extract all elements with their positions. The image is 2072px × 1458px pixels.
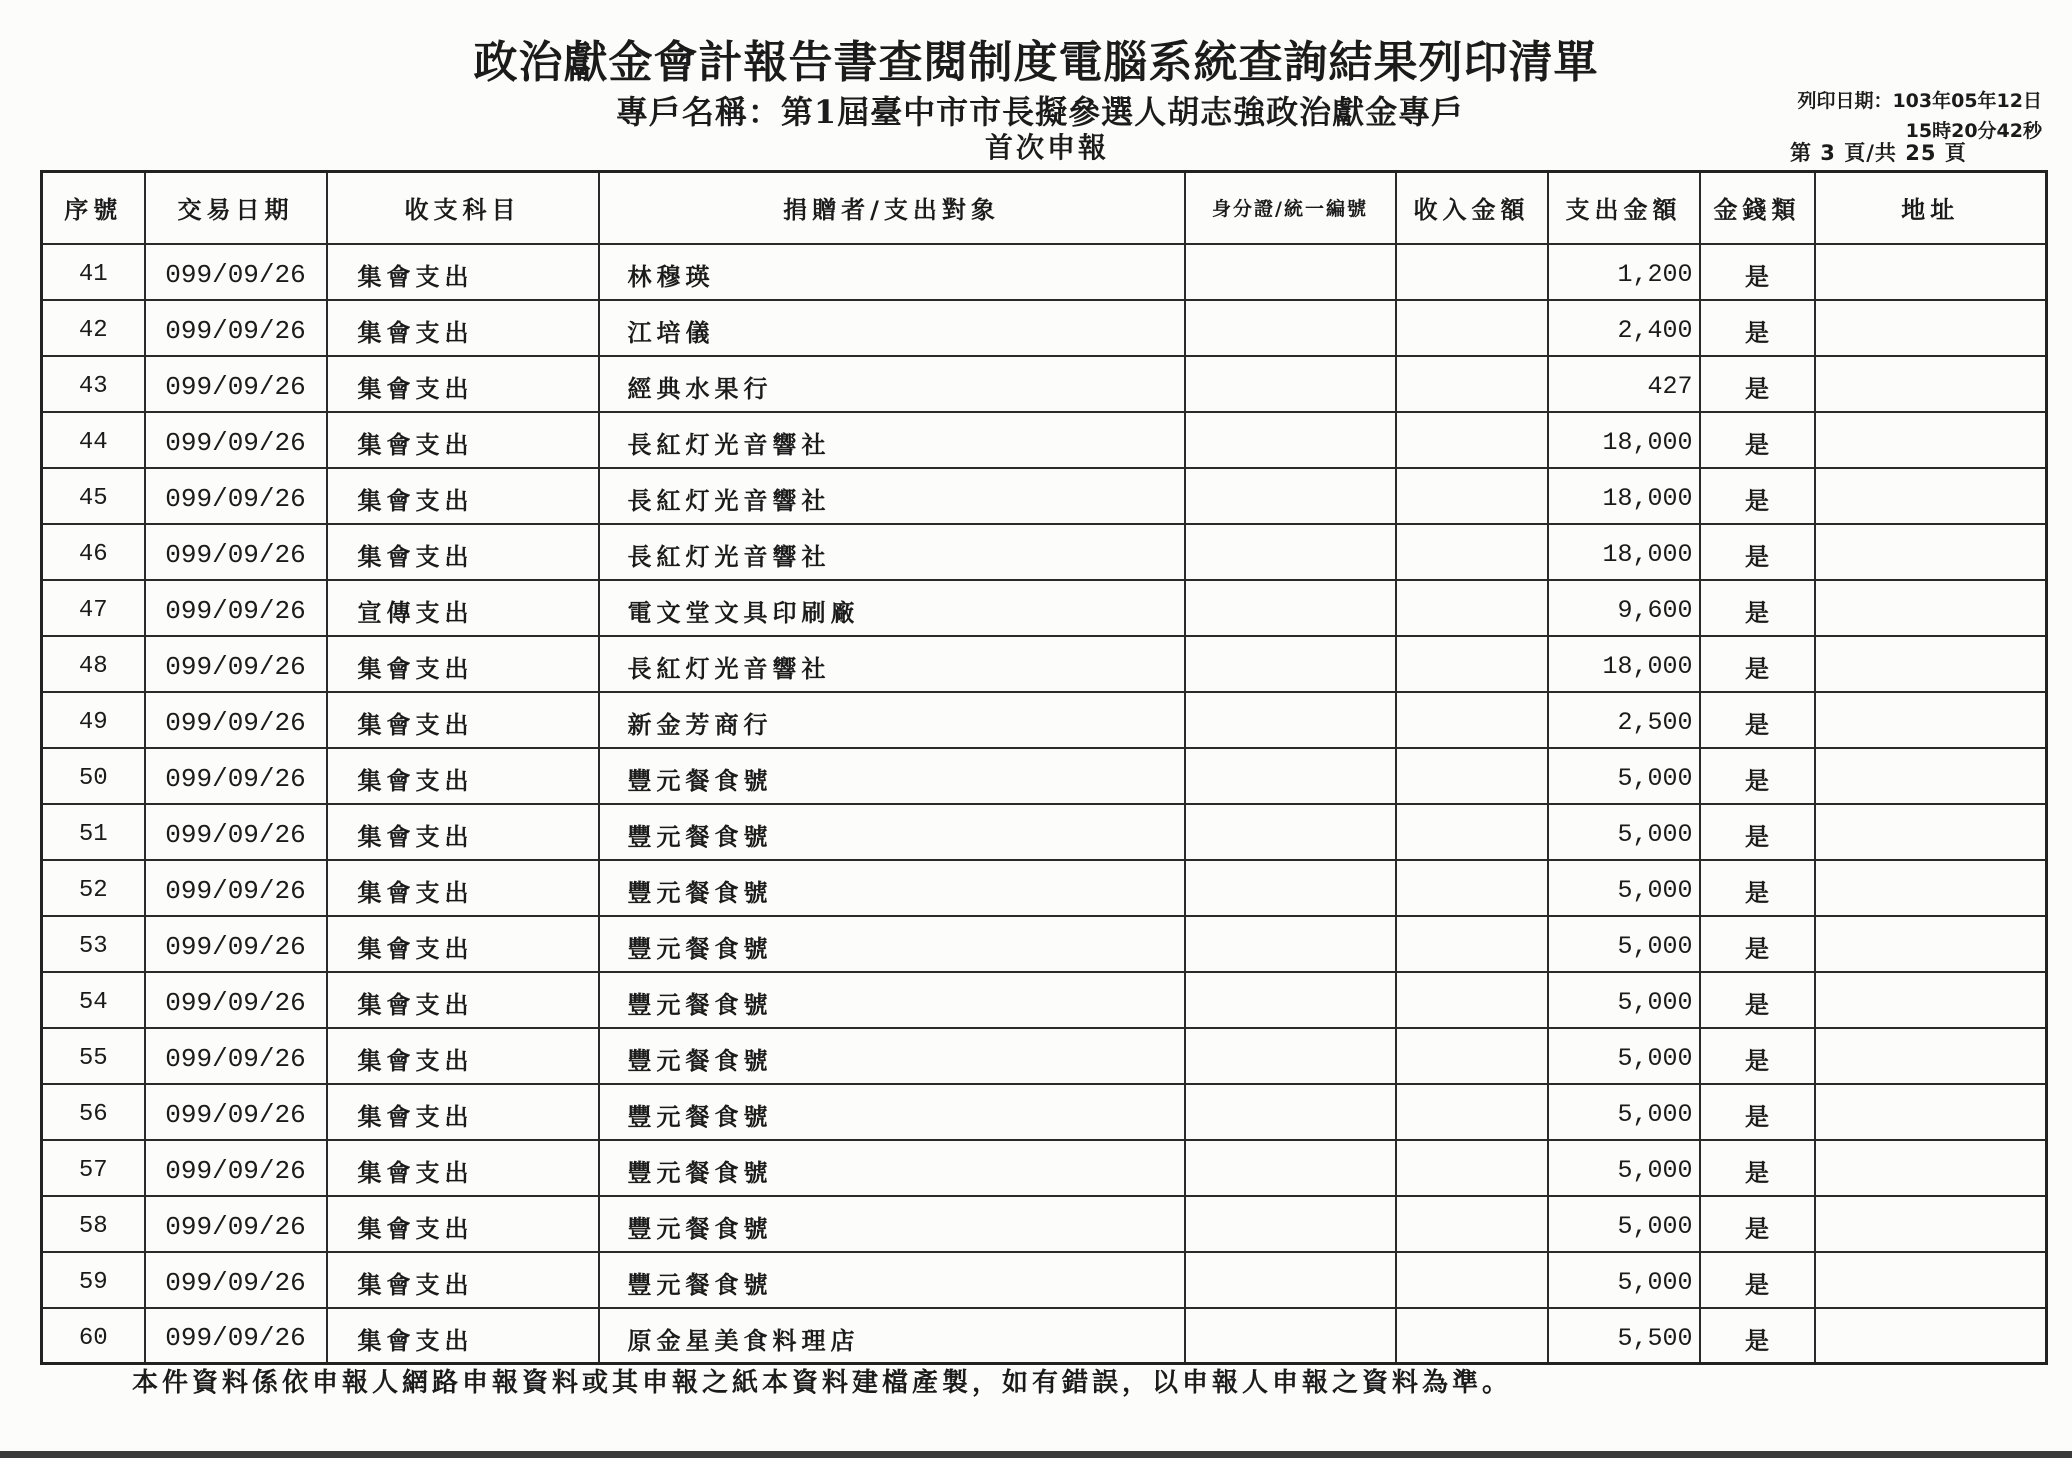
cell-expense: 5,000 bbox=[1548, 1196, 1700, 1252]
cell-party: 電文堂文具印刷廠 bbox=[599, 580, 1185, 636]
cell-cash: 是 bbox=[1700, 692, 1815, 748]
cell-date: 099/09/26 bbox=[145, 356, 327, 412]
cell-no: 55 bbox=[42, 1028, 145, 1084]
column-header-date: 交易日期 bbox=[145, 172, 327, 244]
print-date: 列印日期：103年05年12日 bbox=[1797, 90, 2042, 112]
cell-no: 43 bbox=[42, 356, 145, 412]
cell-address bbox=[1815, 972, 2047, 1028]
cell-cash: 是 bbox=[1700, 860, 1815, 916]
cell-expense: 5,500 bbox=[1548, 1308, 1700, 1364]
cell-expense: 18,000 bbox=[1548, 524, 1700, 580]
cell-address bbox=[1815, 916, 2047, 972]
cell-date: 099/09/26 bbox=[145, 1196, 327, 1252]
cell-cash: 是 bbox=[1700, 1084, 1815, 1140]
table-row bbox=[42, 916, 2047, 972]
cell-cash: 是 bbox=[1700, 356, 1815, 412]
cell-cash: 是 bbox=[1700, 468, 1815, 524]
cell-party: 長紅灯光音響社 bbox=[599, 412, 1185, 468]
cell-no: 47 bbox=[42, 580, 145, 636]
cell-id bbox=[1185, 244, 1396, 300]
cell-id bbox=[1185, 1028, 1396, 1084]
cell-address bbox=[1815, 1252, 2047, 1308]
cell-income bbox=[1396, 1308, 1548, 1364]
column-header-cash: 金錢類 bbox=[1700, 172, 1815, 244]
cell-id bbox=[1185, 356, 1396, 412]
cell-party: 長紅灯光音響社 bbox=[599, 636, 1185, 692]
cell-income bbox=[1396, 636, 1548, 692]
cell-expense: 5,000 bbox=[1548, 748, 1700, 804]
cell-cash: 是 bbox=[1700, 300, 1815, 356]
cell-address bbox=[1815, 244, 2047, 300]
cell-expense: 5,000 bbox=[1548, 804, 1700, 860]
table-row bbox=[42, 300, 2047, 356]
cell-income bbox=[1396, 972, 1548, 1028]
cell-category: 集會支出 bbox=[327, 804, 599, 860]
cell-date: 099/09/26 bbox=[145, 692, 327, 748]
cell-income bbox=[1396, 916, 1548, 972]
cell-income bbox=[1396, 1084, 1548, 1140]
cell-party: 豐元餐食號 bbox=[599, 916, 1185, 972]
column-header-expense: 支出金額 bbox=[1548, 172, 1700, 244]
cell-address bbox=[1815, 692, 2047, 748]
page-number: 第 3 頁/共 25 頁 bbox=[1790, 141, 1967, 165]
cell-party: 豐元餐食號 bbox=[599, 1196, 1185, 1252]
cell-category: 集會支出 bbox=[327, 1252, 599, 1308]
table-row bbox=[42, 692, 2047, 748]
cell-address bbox=[1815, 804, 2047, 860]
cell-no: 48 bbox=[42, 636, 145, 692]
cell-expense: 5,000 bbox=[1548, 1140, 1700, 1196]
cell-date: 099/09/26 bbox=[145, 300, 327, 356]
cell-category: 集會支出 bbox=[327, 972, 599, 1028]
cell-date: 099/09/26 bbox=[145, 916, 327, 972]
cell-date: 099/09/26 bbox=[145, 1028, 327, 1084]
cell-category: 集會支出 bbox=[327, 1196, 599, 1252]
cell-address bbox=[1815, 1196, 2047, 1252]
cell-address bbox=[1815, 1084, 2047, 1140]
cell-expense: 2,400 bbox=[1548, 300, 1700, 356]
cell-date: 099/09/26 bbox=[145, 1308, 327, 1364]
cell-cash: 是 bbox=[1700, 1140, 1815, 1196]
cell-category: 集會支出 bbox=[327, 1140, 599, 1196]
cell-category: 集會支出 bbox=[327, 860, 599, 916]
table-row bbox=[42, 244, 2047, 300]
cell-id bbox=[1185, 636, 1396, 692]
table-row bbox=[42, 1084, 2047, 1140]
cell-id bbox=[1185, 860, 1396, 916]
cell-category: 集會支出 bbox=[327, 524, 599, 580]
cell-income bbox=[1396, 804, 1548, 860]
cell-id bbox=[1185, 692, 1396, 748]
table-row bbox=[42, 1308, 2047, 1364]
transactions-table bbox=[40, 170, 2048, 1365]
table-row bbox=[42, 636, 2047, 692]
cell-expense: 5,000 bbox=[1548, 1084, 1700, 1140]
cell-party: 江培儀 bbox=[599, 300, 1185, 356]
cell-no: 49 bbox=[42, 692, 145, 748]
cell-address bbox=[1815, 636, 2047, 692]
cell-no: 52 bbox=[42, 860, 145, 916]
table-row bbox=[42, 356, 2047, 412]
cell-party: 原金星美食料理店 bbox=[599, 1308, 1185, 1364]
cell-expense: 5,000 bbox=[1548, 1252, 1700, 1308]
table-row bbox=[42, 1140, 2047, 1196]
cell-expense: 1,200 bbox=[1548, 244, 1700, 300]
cell-expense: 5,000 bbox=[1548, 1028, 1700, 1084]
cell-no: 50 bbox=[42, 748, 145, 804]
cell-party: 豐元餐食號 bbox=[599, 1252, 1185, 1308]
column-header-party: 捐贈者/支出對象 bbox=[599, 172, 1185, 244]
cell-date: 099/09/26 bbox=[145, 860, 327, 916]
cell-address bbox=[1815, 356, 2047, 412]
cell-no: 59 bbox=[42, 1252, 145, 1308]
table-body bbox=[42, 244, 2047, 1364]
cell-party: 豐元餐食號 bbox=[599, 748, 1185, 804]
cell-category: 宣傳支出 bbox=[327, 580, 599, 636]
cell-category: 集會支出 bbox=[327, 1084, 599, 1140]
cell-id bbox=[1185, 804, 1396, 860]
cell-category: 集會支出 bbox=[327, 692, 599, 748]
cell-expense: 18,000 bbox=[1548, 636, 1700, 692]
cell-id bbox=[1185, 916, 1396, 972]
cell-expense: 5,000 bbox=[1548, 860, 1700, 916]
column-header-no: 序號 bbox=[42, 172, 145, 244]
cell-party: 林穆瑛 bbox=[599, 244, 1185, 300]
table-row bbox=[42, 580, 2047, 636]
cell-address bbox=[1815, 468, 2047, 524]
cell-id bbox=[1185, 524, 1396, 580]
cell-cash: 是 bbox=[1700, 1196, 1815, 1252]
cell-category: 集會支出 bbox=[327, 1308, 599, 1364]
cell-expense: 427 bbox=[1548, 356, 1700, 412]
cell-party: 長紅灯光音響社 bbox=[599, 524, 1185, 580]
cell-no: 60 bbox=[42, 1308, 145, 1364]
table-row bbox=[42, 412, 2047, 468]
cell-id bbox=[1185, 1140, 1396, 1196]
cell-party: 豐元餐食號 bbox=[599, 804, 1185, 860]
column-header-income: 收入金額 bbox=[1396, 172, 1548, 244]
cell-date: 099/09/26 bbox=[145, 804, 327, 860]
cell-cash: 是 bbox=[1700, 804, 1815, 860]
cell-date: 099/09/26 bbox=[145, 636, 327, 692]
table-row bbox=[42, 468, 2047, 524]
cell-income bbox=[1396, 692, 1548, 748]
cell-date: 099/09/26 bbox=[145, 1252, 327, 1308]
cell-category: 集會支出 bbox=[327, 412, 599, 468]
cell-income bbox=[1396, 524, 1548, 580]
cell-income bbox=[1396, 468, 1548, 524]
cell-cash: 是 bbox=[1700, 1252, 1815, 1308]
cell-expense: 5,000 bbox=[1548, 916, 1700, 972]
cell-cash: 是 bbox=[1700, 916, 1815, 972]
cell-cash: 是 bbox=[1700, 412, 1815, 468]
footer-note: 本件資料係依申報人網路申報資料或其申報之紙本資料建檔產製，如有錯誤，以申報人申報之資料為準。 bbox=[132, 1368, 1513, 1398]
cell-no: 51 bbox=[42, 804, 145, 860]
print-info bbox=[1797, 86, 2042, 146]
cell-address bbox=[1815, 748, 2047, 804]
cell-date: 099/09/26 bbox=[145, 972, 327, 1028]
table-row bbox=[42, 804, 2047, 860]
cell-no: 57 bbox=[42, 1140, 145, 1196]
column-header-category: 收支科目 bbox=[327, 172, 599, 244]
cell-id bbox=[1185, 1084, 1396, 1140]
cell-date: 099/09/26 bbox=[145, 468, 327, 524]
cell-cash: 是 bbox=[1700, 748, 1815, 804]
cell-id bbox=[1185, 1252, 1396, 1308]
cell-category: 集會支出 bbox=[327, 1028, 599, 1084]
cell-no: 46 bbox=[42, 524, 145, 580]
cell-address bbox=[1815, 412, 2047, 468]
cell-income bbox=[1396, 412, 1548, 468]
column-header-address: 地址 bbox=[1815, 172, 2047, 244]
cell-date: 099/09/26 bbox=[145, 748, 327, 804]
cell-income bbox=[1396, 356, 1548, 412]
cell-expense: 18,000 bbox=[1548, 412, 1700, 468]
cell-address bbox=[1815, 580, 2047, 636]
cell-income bbox=[1396, 1028, 1548, 1084]
cell-income bbox=[1396, 1196, 1548, 1252]
cell-id bbox=[1185, 1196, 1396, 1252]
cell-cash: 是 bbox=[1700, 1028, 1815, 1084]
table-row bbox=[42, 1028, 2047, 1084]
cell-category: 集會支出 bbox=[327, 300, 599, 356]
cell-party: 新金芳商行 bbox=[599, 692, 1185, 748]
cell-category: 集會支出 bbox=[327, 468, 599, 524]
table-row bbox=[42, 1252, 2047, 1308]
table-row bbox=[42, 972, 2047, 1028]
cell-cash: 是 bbox=[1700, 580, 1815, 636]
cell-id bbox=[1185, 300, 1396, 356]
cell-address bbox=[1815, 1028, 2047, 1084]
print-time: 15時20分42秒 bbox=[1905, 120, 2042, 142]
cell-no: 53 bbox=[42, 916, 145, 972]
cell-category: 集會支出 bbox=[327, 244, 599, 300]
cell-party: 長紅灯光音響社 bbox=[599, 468, 1185, 524]
cell-income bbox=[1396, 244, 1548, 300]
table-header-row bbox=[42, 172, 2047, 244]
cell-cash: 是 bbox=[1700, 524, 1815, 580]
cell-expense: 5,000 bbox=[1548, 972, 1700, 1028]
cell-address bbox=[1815, 860, 2047, 916]
cell-id bbox=[1185, 1308, 1396, 1364]
cell-date: 099/09/26 bbox=[145, 1140, 327, 1196]
report-type: 首次申報 bbox=[984, 131, 1109, 164]
cell-party: 豐元餐食號 bbox=[599, 972, 1185, 1028]
cell-expense: 18,000 bbox=[1548, 468, 1700, 524]
cell-no: 41 bbox=[42, 244, 145, 300]
scan-edge bbox=[0, 1451, 2072, 1458]
cell-date: 099/09/26 bbox=[145, 524, 327, 580]
cell-income bbox=[1396, 860, 1548, 916]
cell-address bbox=[1815, 1308, 2047, 1364]
cell-cash: 是 bbox=[1700, 244, 1815, 300]
cell-no: 58 bbox=[42, 1196, 145, 1252]
cell-category: 集會支出 bbox=[327, 636, 599, 692]
table-row bbox=[42, 860, 2047, 916]
cell-cash: 是 bbox=[1700, 1308, 1815, 1364]
cell-id bbox=[1185, 972, 1396, 1028]
cell-expense: 2,500 bbox=[1548, 692, 1700, 748]
cell-date: 099/09/26 bbox=[145, 412, 327, 468]
table-row bbox=[42, 1196, 2047, 1252]
cell-date: 099/09/26 bbox=[145, 1084, 327, 1140]
cell-category: 集會支出 bbox=[327, 748, 599, 804]
cell-party: 豐元餐食號 bbox=[599, 1140, 1185, 1196]
document-title: 政治獻金會計報告書查閱制度電腦系統查詢結果列印清單 bbox=[473, 37, 1599, 88]
cell-category: 集會支出 bbox=[327, 356, 599, 412]
cell-address bbox=[1815, 1140, 2047, 1196]
cell-no: 56 bbox=[42, 1084, 145, 1140]
cell-party: 豐元餐食號 bbox=[599, 860, 1185, 916]
cell-income bbox=[1396, 748, 1548, 804]
cell-category: 集會支出 bbox=[327, 916, 599, 972]
cell-cash: 是 bbox=[1700, 636, 1815, 692]
cell-id bbox=[1185, 468, 1396, 524]
table-row bbox=[42, 748, 2047, 804]
cell-income bbox=[1396, 1140, 1548, 1196]
cell-no: 54 bbox=[42, 972, 145, 1028]
cell-no: 45 bbox=[42, 468, 145, 524]
cell-no: 42 bbox=[42, 300, 145, 356]
cell-income bbox=[1396, 300, 1548, 356]
table-row bbox=[42, 524, 2047, 580]
cell-address bbox=[1815, 300, 2047, 356]
cell-date: 099/09/26 bbox=[145, 244, 327, 300]
cell-cash: 是 bbox=[1700, 972, 1815, 1028]
cell-expense: 9,600 bbox=[1548, 580, 1700, 636]
cell-id bbox=[1185, 748, 1396, 804]
cell-income bbox=[1396, 1252, 1548, 1308]
cell-party: 豐元餐食號 bbox=[599, 1028, 1185, 1084]
cell-income bbox=[1396, 580, 1548, 636]
cell-id bbox=[1185, 412, 1396, 468]
account-name: 專戶名稱：第1屆臺中市市長擬參選人胡志強政治獻金專戶 bbox=[615, 93, 1465, 131]
cell-party: 豐元餐食號 bbox=[599, 1084, 1185, 1140]
cell-no: 44 bbox=[42, 412, 145, 468]
cell-party: 經典水果行 bbox=[599, 356, 1185, 412]
cell-date: 099/09/26 bbox=[145, 580, 327, 636]
cell-address bbox=[1815, 524, 2047, 580]
cell-id bbox=[1185, 580, 1396, 636]
column-header-id: 身分證/統一編號 bbox=[1185, 172, 1396, 244]
